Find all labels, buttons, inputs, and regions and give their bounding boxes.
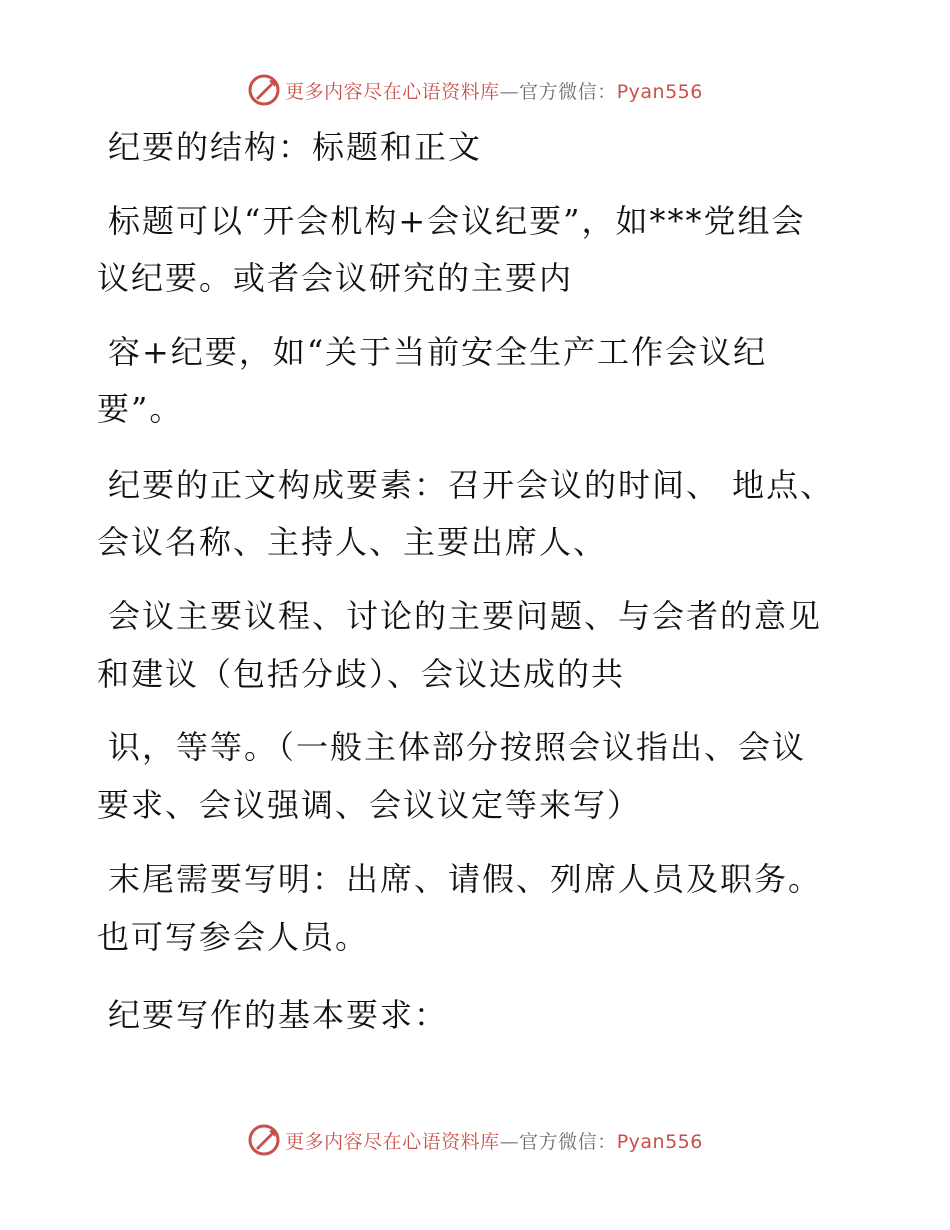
watermark-brand: 更多内容尽在心语资料库 bbox=[285, 80, 500, 103]
watermark-handle: Pyan556 bbox=[616, 80, 703, 103]
paragraph-line: 纪要的正文构成要素：召开会议的时间、 地点、 bbox=[108, 466, 835, 504]
watermark-separator: — bbox=[499, 1130, 520, 1153]
section-heading-requirements: 纪要写作的基本要求： bbox=[108, 996, 449, 1034]
paragraph-line: 和建议（包括分歧）、会议达成的共 bbox=[97, 655, 626, 693]
watermark-separator: — bbox=[499, 80, 520, 103]
watermark-text bbox=[285, 1127, 703, 1154]
section-heading-structure: 纪要的结构：标题和正文 bbox=[108, 128, 483, 166]
watermark-wechat-label: 官方微信： bbox=[519, 1130, 617, 1153]
header-watermark bbox=[0, 70, 950, 110]
watermark-handle: Pyan556 bbox=[616, 1130, 703, 1153]
paragraph-line: 要求、会议强调、会议议定等来写） bbox=[97, 786, 642, 824]
paragraph-line: 识，等等。（一般主体部分按照会议指出、会议 bbox=[108, 728, 807, 766]
paragraph-line: 会议主要议程、讨论的主要问题、与会者的意见 bbox=[108, 597, 823, 635]
paragraph-line: 议纪要。或者会议研究的主要内 bbox=[97, 259, 574, 297]
paragraph-line: 末尾需要写明：出席、请假、列席人员及职务。 bbox=[108, 860, 823, 898]
paragraph-line: 会议名称、主持人、主要出席人、 bbox=[97, 523, 608, 561]
paragraph-line: 也可写参会人员。 bbox=[97, 918, 370, 956]
quill-seal-icon bbox=[247, 73, 281, 107]
watermark-wechat-label: 官方微信： bbox=[519, 80, 617, 103]
paragraph-line: 要”。 bbox=[97, 390, 184, 428]
paragraph-line: 容+纪要，如“关于当前安全生产工作会议纪 bbox=[108, 333, 768, 371]
watermark-text bbox=[285, 77, 703, 104]
quill-seal-icon bbox=[247, 1123, 281, 1157]
footer-watermark bbox=[0, 1120, 950, 1160]
paragraph-line: 标题可以“开会机构+会议纪要”，如***党组会 bbox=[108, 202, 806, 240]
watermark-brand: 更多内容尽在心语资料库 bbox=[285, 1130, 500, 1153]
